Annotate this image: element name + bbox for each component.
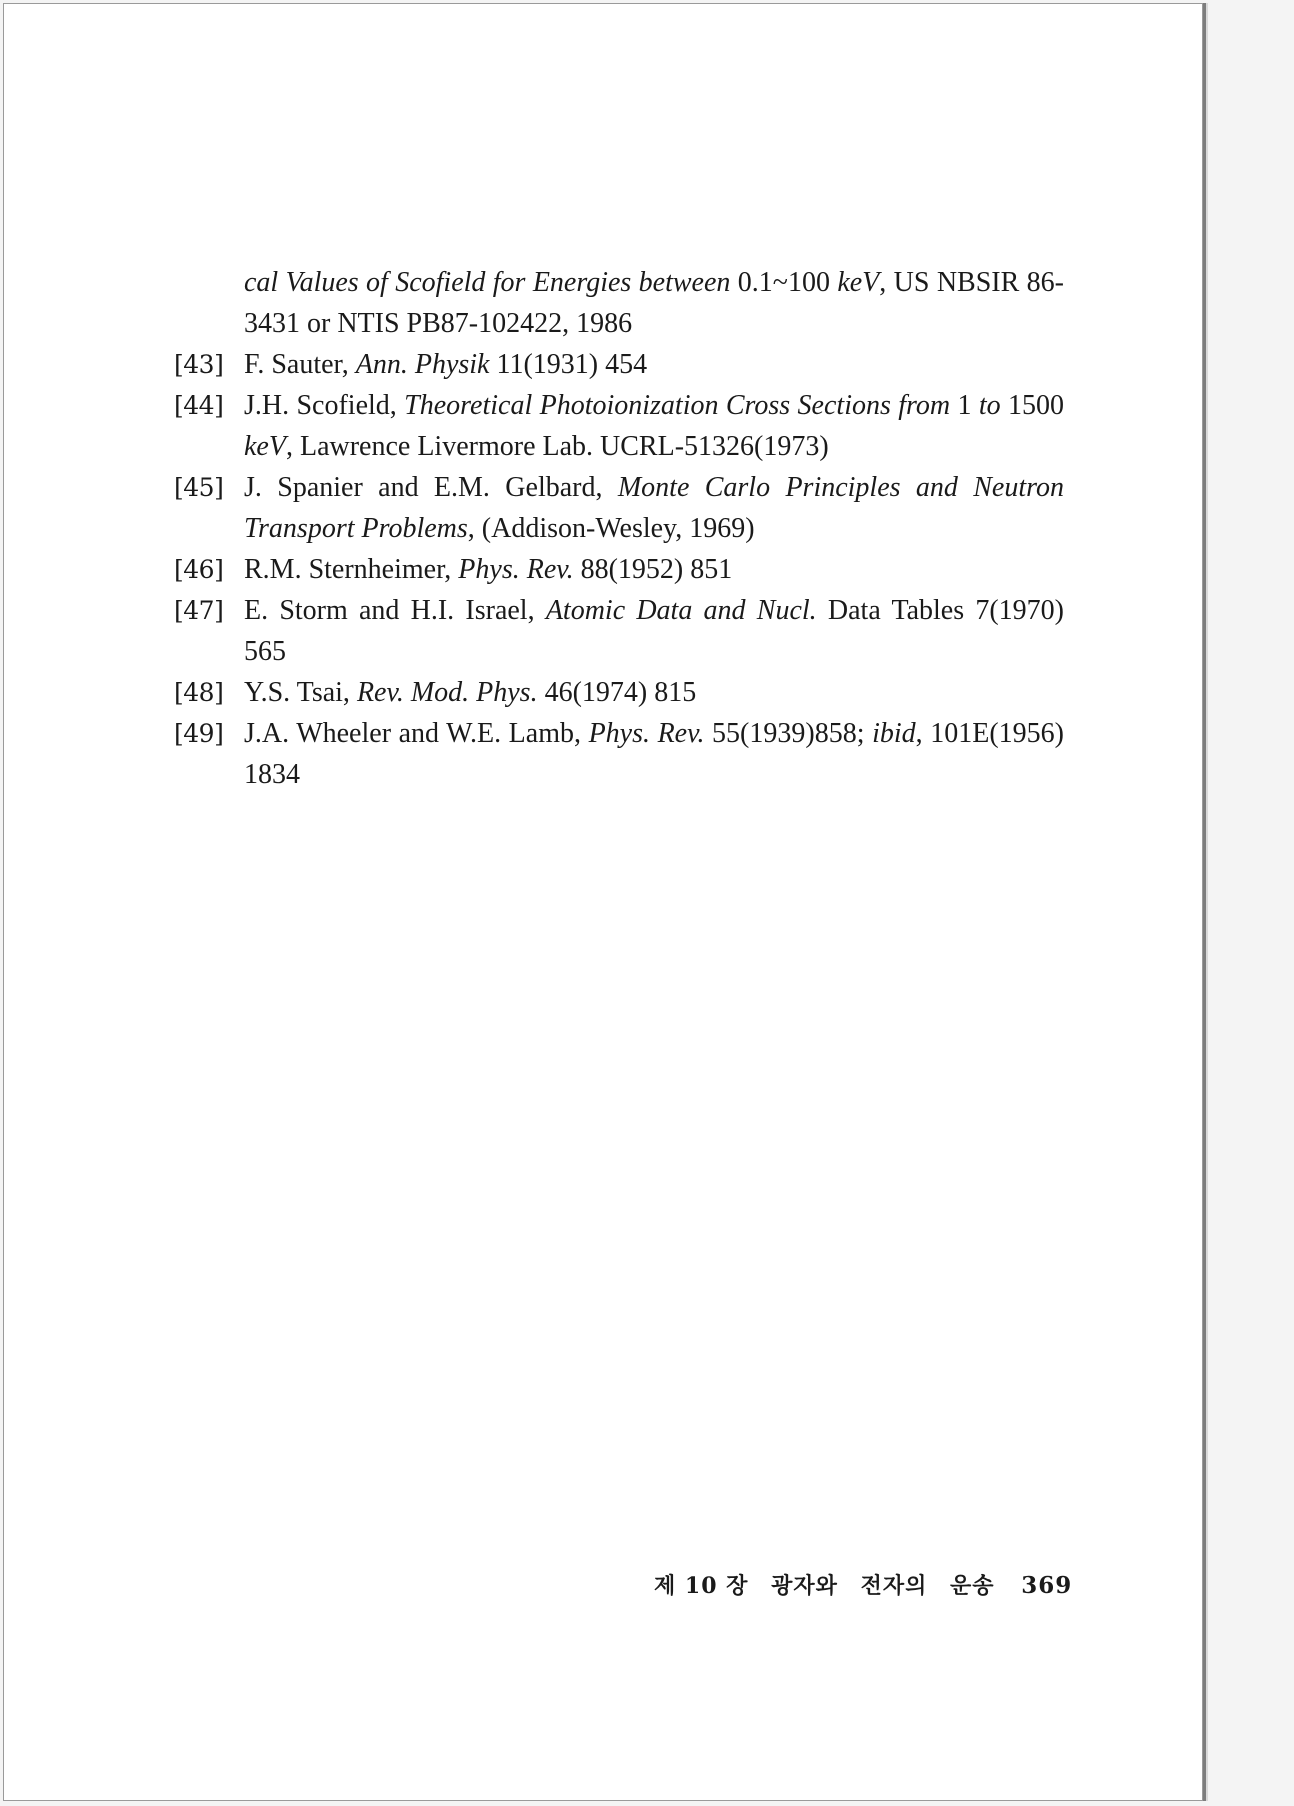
reference-text-roman: 46(1974) 815 (537, 677, 697, 708)
reference-item (174, 262, 1064, 344)
reference-text-roman: 1 (950, 390, 979, 421)
reference-item (174, 344, 1064, 385)
reference-text-italic: Theoretical Photoionization Cross Sections from (404, 390, 951, 421)
reference-number: [44] (174, 391, 224, 420)
page-edge-shadow (1203, 3, 1206, 1801)
reference-text-italic: Atomic Data and Nucl. (545, 595, 817, 626)
reference-text (244, 554, 732, 585)
reference-text (244, 267, 1064, 339)
reference-text-roman: E. Storm and H.I. Israel, (244, 595, 546, 626)
reference-text-roman: 88(1952) 851 (573, 554, 733, 585)
reference-text-italic: cal Values of Scofield for Energies between (244, 267, 738, 298)
reference-text-italic: Phys. Rev. (458, 554, 574, 585)
reference-text (244, 595, 1064, 667)
reference-item (174, 467, 1064, 549)
reference-text-roman: 11(1931) 454 (489, 349, 648, 380)
reference-text-italic: Ann. Physik (355, 349, 490, 380)
footer-title-word-3: 운송 (950, 1573, 995, 1599)
reference-number: [47] (174, 596, 224, 625)
reference-text-roman: F. Sauter, (244, 349, 356, 380)
reference-text-roman: , US NBSIR 86-3431 or NTIS PB87-102422, 1986 (244, 267, 1064, 339)
reference-text-italic: Rev. Mod. Phys. (356, 677, 538, 708)
document-page (3, 3, 1203, 1801)
reference-text (244, 349, 647, 380)
reference-text-roman: 1500 (1000, 390, 1064, 421)
reference-number: [43] (174, 350, 224, 379)
reference-text-roman: , 101E(1956) 1834 (244, 718, 1064, 790)
reference-text-roman: J. Spanier and E.M. Gelbard, (244, 472, 618, 503)
reference-text-italic: keV (244, 431, 286, 462)
reference-item (174, 590, 1064, 672)
footer-title-word-1: 광자와 (771, 1573, 838, 1599)
reference-text-roman: J.A. Wheeler and W.E. Lamb, (244, 718, 589, 749)
reference-text (244, 390, 1064, 462)
reference-list (174, 262, 1064, 795)
page-number: 369 (1021, 1572, 1073, 1599)
reference-item (174, 385, 1064, 467)
reference-number: [46] (174, 555, 224, 584)
reference-text-roman: , (Addison-Wesley, 1969) (467, 513, 755, 544)
page-footer (640, 1569, 1073, 1600)
reference-text-roman: Data Tables 7(1970) 565 (244, 595, 1065, 667)
reference-text (244, 677, 696, 708)
reference-number: [45] (174, 473, 224, 502)
reference-number: [49] (174, 719, 224, 748)
reference-item (174, 713, 1064, 795)
footer-title-word-2: 전자의 (860, 1573, 928, 1599)
reference-text-roman: R.M. Sternheimer, (244, 554, 459, 585)
reference-text-italic: keV (837, 267, 880, 298)
reference-number: [48] (174, 678, 224, 707)
reference-text-roman: , Lawrence Livermore Lab. UCRL-51326(1973) (285, 431, 829, 462)
reference-text-italic: Monte Carlo Principles and Neutron Transport Problems (244, 472, 1064, 544)
reference-item (174, 549, 1064, 590)
reference-text (244, 718, 1064, 790)
reference-text-roman: Y.S. Tsai, (244, 677, 357, 708)
reference-text-roman: 0.1~100 (737, 267, 838, 298)
reference-text-italic: Phys. Rev. (588, 718, 705, 749)
footer-chapter: 제 10 장 (654, 1573, 749, 1599)
reference-item (174, 672, 1064, 713)
reference-text-italic: to (978, 390, 1001, 421)
reference-text-italic: ibid (872, 718, 916, 749)
reference-text-roman: 55(1939)858; (704, 718, 873, 749)
reference-text (244, 472, 1064, 544)
reference-text-roman: J.H. Scofield, (244, 390, 405, 421)
